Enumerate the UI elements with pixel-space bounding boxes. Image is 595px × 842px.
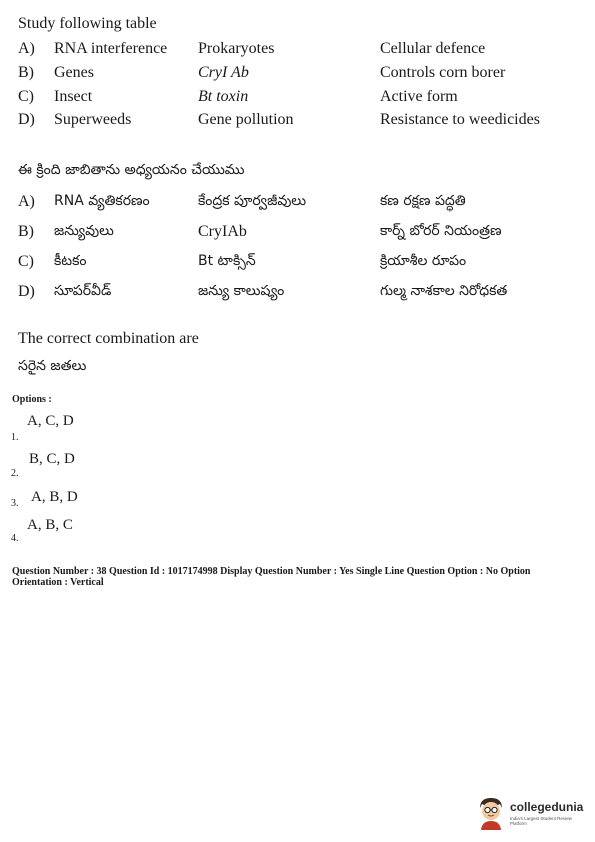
row-col3: Active form	[380, 88, 458, 105]
row-letter: C)	[18, 88, 34, 105]
table-row	[18, 111, 578, 133]
row-col1: జన్యువులు	[54, 223, 114, 239]
student-avatar-icon	[476, 796, 506, 830]
row-col1: సూపర్‌వీడ్	[54, 283, 112, 299]
row-col2: కేంద్రక పూర్వజీవులు	[198, 193, 307, 209]
row-col3: Cellular defence	[380, 40, 486, 57]
row-col2: జన్యు కాలుష్యం	[198, 283, 285, 299]
row-letter: D)	[18, 283, 35, 300]
table-row	[18, 253, 578, 275]
row-col1: RNA interference	[54, 40, 168, 57]
logo-tagline: India's Largest Student Review Platform	[510, 816, 572, 826]
question-metadata-line2: Orientation : Vertical	[12, 577, 104, 588]
question-metadata-line1: Question Number : 38 Question Id : 1017174998 Display Question Number : Yes Single Line Question Option : No Option	[12, 566, 531, 577]
option-1-number: 1.	[11, 432, 19, 443]
row-col2: Prokaryotes	[198, 40, 275, 57]
question-text-telugu: సరైన జతలు	[18, 358, 87, 374]
row-col3: క్రియాశీల రూపం	[380, 253, 467, 269]
row-letter: C)	[18, 253, 34, 270]
question-heading-english: Study following table	[18, 15, 157, 32]
table-row	[18, 40, 578, 62]
option-1-text[interactable]: A, C, D	[27, 413, 74, 429]
row-col3: Controls corn borer	[380, 64, 506, 81]
row-col3: Resistance to weedicides	[380, 111, 540, 128]
row-letter: A)	[18, 40, 35, 57]
row-letter: A)	[18, 193, 35, 210]
row-col1: Superweeds	[54, 111, 132, 128]
row-col2: Bt టాక్సిన్	[198, 253, 256, 269]
question-heading-telugu: ఈ క్రింది జాబితాను అధ్యయనం చేయుము	[18, 162, 245, 178]
row-col2: Bt toxin	[198, 88, 249, 105]
collegedunia-logo	[476, 796, 586, 832]
option-2-text[interactable]: B, C, D	[29, 451, 75, 467]
table-row	[18, 223, 578, 245]
row-letter: D)	[18, 111, 35, 128]
row-letter: B)	[18, 223, 34, 240]
option-3-number: 3.	[11, 498, 19, 509]
logo-brand-text: collegedunia	[510, 800, 584, 814]
row-col3: కార్న్ బోరర్ నియంత్రణ	[380, 223, 502, 239]
row-col3: గుల్మ నాశకాల నిరోధకత	[380, 283, 508, 299]
row-col2: CryI Ab	[198, 64, 249, 81]
row-col1: Insect	[54, 88, 93, 105]
table-row	[18, 88, 578, 110]
option-4-number: 4.	[11, 533, 19, 544]
row-col2: Gene pollution	[198, 111, 294, 128]
row-col1: కీటకం	[54, 253, 87, 269]
options-label: Options :	[12, 394, 52, 405]
question-text-english: The correct combination are	[18, 330, 199, 347]
table-row	[18, 193, 578, 215]
row-col1: RNA వ్యతికరణం	[54, 193, 150, 209]
table-row	[18, 283, 578, 305]
row-letter: B)	[18, 64, 34, 81]
table-row	[18, 64, 578, 86]
row-col3: కణ రక్షణ పద్ధతి	[380, 193, 466, 209]
option-2-number: 2.	[11, 468, 19, 479]
option-4-text[interactable]: A, B, C	[27, 517, 73, 533]
row-col1: Genes	[54, 64, 94, 81]
option-3-text[interactable]: A, B, D	[31, 489, 78, 505]
row-col2: CryIAb	[198, 223, 247, 240]
